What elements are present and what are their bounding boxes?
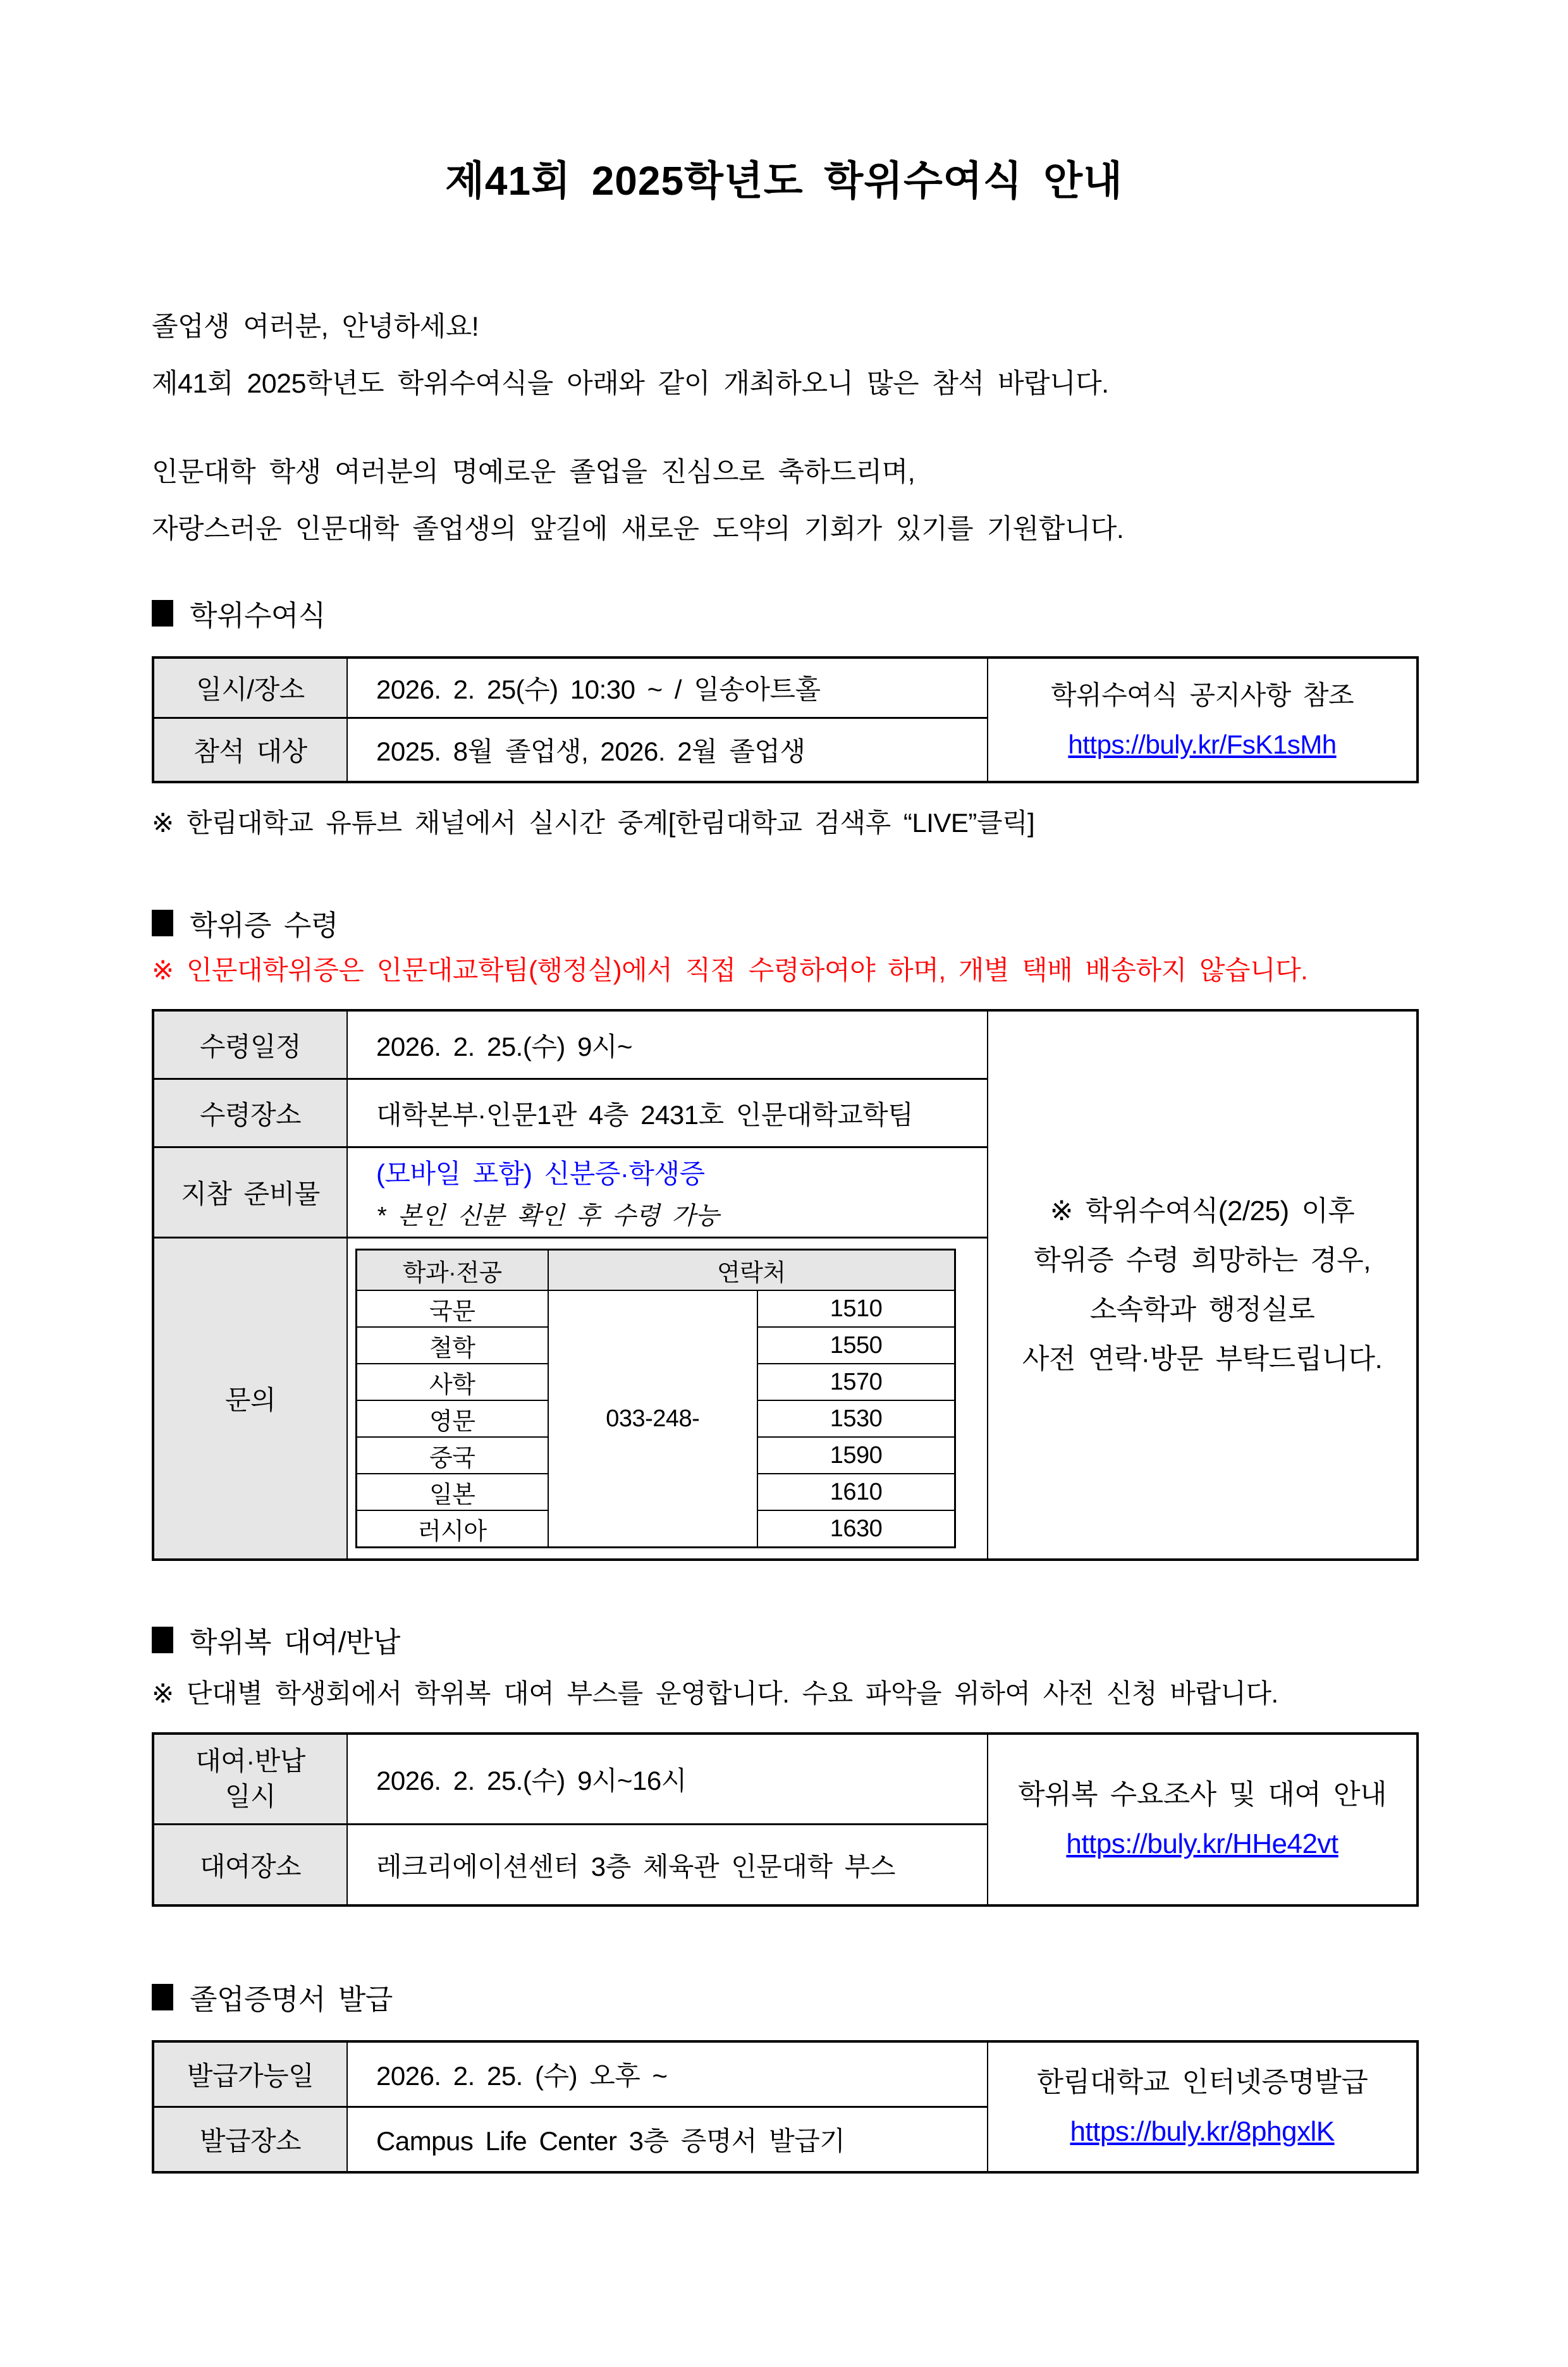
greeting-line-2: 제41회 2025학년도 학위수여식을 아래와 같이 개최하오니 많은 참석 바랍니다. xyxy=(152,369,1109,399)
section-heading-diploma xyxy=(152,902,1416,943)
ceremony-side-note: 학위수여식 공지사항 참조 xyxy=(1050,680,1354,710)
greeting-line-1: 졸업생 여러분, 안녕하세요! xyxy=(152,312,479,342)
diploma-side-note-line: ※ 학위수여식(2/25) 이후 xyxy=(1050,1195,1355,1226)
certificate-place-value: Campus Life Center 3층 증명서 발급기 xyxy=(347,2107,988,2173)
diploma-contact-label: 문의 xyxy=(153,1238,347,1560)
contact-col-dept: 학과·전공 xyxy=(357,1250,548,1291)
diploma-schedule-value: 2026. 2. 25.(수) 9시~ xyxy=(347,1010,988,1079)
ceremony-datetime-label: 일시/장소 xyxy=(153,658,347,718)
table-row xyxy=(357,1250,955,1291)
contact-ext: 1510 xyxy=(757,1290,955,1327)
contact-dept: 일본 xyxy=(357,1474,548,1510)
certificate-table xyxy=(152,2040,1419,2174)
ceremony-datetime-value: 2026. 2. 25(수) 10:30 ~ / 일송아트홀 xyxy=(347,658,988,718)
diploma-table xyxy=(152,1009,1419,1561)
black-square-bullet-icon xyxy=(152,1627,173,1653)
document-page xyxy=(0,149,1568,2174)
certificate-place-label: 발급장소 xyxy=(153,2107,347,2173)
table-row xyxy=(153,1010,1418,1079)
diploma-contact-cell xyxy=(347,1238,988,1560)
black-square-bullet-icon xyxy=(152,910,173,936)
section-heading-gown-label: 학위복 대여/반납 xyxy=(190,1626,400,1658)
contact-phone-prefix: 033-248- xyxy=(548,1290,757,1548)
certificate-side-cell xyxy=(988,2041,1418,2172)
congratulation-line-2: 자랑스러운 인문대학 졸업생의 앞길에 새로운 도약의 기회가 있기를 기원합니다. xyxy=(152,514,1124,544)
certificate-date-value: 2026. 2. 25. (수) 오후 ~ xyxy=(347,2041,988,2107)
contact-dept: 국문 xyxy=(357,1290,548,1327)
ceremony-side-cell xyxy=(988,658,1418,782)
table-row xyxy=(153,1734,1418,1825)
diploma-place-value: 대학본부·인문1관 4층 2431호 인문대학교학팀 xyxy=(347,1079,988,1147)
ceremony-attendee-label: 참석 대상 xyxy=(153,718,347,783)
diploma-warning-note: ※ 인문대학위증은 인문대교학팀(행정실)에서 직접 수령하여야 하며, 개별 택배 배송하지 않습니다. xyxy=(152,955,1308,985)
diploma-side-cell xyxy=(988,1010,1418,1560)
contact-ext: 1630 xyxy=(757,1510,955,1548)
section-heading-ceremony xyxy=(152,592,1416,633)
gown-place-label: 대여장소 xyxy=(153,1825,347,1906)
diploma-items-value: (모바일 포함) 신분증·학생증 xyxy=(376,1159,705,1189)
section-heading-certificate-label: 졸업증명서 발급 xyxy=(190,1983,393,2015)
ceremony-notice-link[interactable]: https://buly.kr/FsK1sMh xyxy=(1068,729,1337,759)
greeting-block xyxy=(152,308,1416,403)
diploma-schedule-label: 수령일정 xyxy=(153,1010,347,1079)
certificate-date-label: 발급가능일 xyxy=(153,2041,347,2107)
table-row xyxy=(357,1290,955,1327)
diploma-side-note-line: 사전 연락·방문 부탁드립니다. xyxy=(1022,1343,1383,1374)
gown-place-value: 레크리에이션센터 3층 체육관 인문대학 부스 xyxy=(347,1825,988,1906)
diploma-items-cell xyxy=(347,1147,988,1238)
section-heading-diploma-label: 학위증 수령 xyxy=(190,909,338,941)
diploma-side-note-line: 학위증 수령 희망하는 경우, xyxy=(1034,1244,1371,1276)
section-heading-certificate xyxy=(152,1976,1416,2017)
gown-booth-note: ※ 단대별 학생회에서 학위복 대여 부스를 운영합니다. 수요 파악을 위하여 사전 신청 바랍니다. xyxy=(152,1679,1278,1708)
table-row xyxy=(153,658,1418,718)
congratulation-block xyxy=(152,453,1416,548)
contact-ext: 1570 xyxy=(757,1364,955,1400)
diploma-items-label: 지참 준비물 xyxy=(153,1147,347,1238)
contact-ext: 1610 xyxy=(757,1474,955,1510)
contact-dept: 영문 xyxy=(357,1400,548,1437)
ceremony-attendee-value: 2025. 8월 졸업생, 2026. 2월 졸업생 xyxy=(347,718,988,783)
diploma-place-label: 수령장소 xyxy=(153,1079,347,1147)
table-row xyxy=(153,2041,1418,2107)
contact-table xyxy=(355,1249,956,1548)
black-square-bullet-icon xyxy=(152,600,173,627)
contact-dept: 철학 xyxy=(357,1327,548,1364)
section-heading-gown xyxy=(152,1619,1416,1660)
gown-table xyxy=(152,1732,1419,1907)
contact-dept: 러시아 xyxy=(357,1510,548,1548)
congratulation-line-1: 인문대학 학생 여러분의 명예로운 졸업을 진심으로 축하드리며, xyxy=(152,457,916,487)
youtube-live-note: ※ 한림대학교 유튜브 채널에서 실시간 중계[한림대학교 검색후 “LIVE”클릭] xyxy=(152,808,1035,838)
ceremony-table xyxy=(152,656,1419,783)
gown-survey-link[interactable]: https://buly.kr/HHe42vt xyxy=(1066,1828,1338,1859)
contact-ext: 1590 xyxy=(757,1437,955,1474)
gown-datetime-label-line1: 대여·반납 xyxy=(195,1746,305,1776)
certificate-issue-link[interactable]: https://buly.kr/8phgxlK xyxy=(1070,2115,1335,2147)
diploma-side-note-line: 소속학과 행정실로 xyxy=(1089,1294,1315,1325)
gown-datetime-label-line2: 일시 xyxy=(224,1782,276,1811)
contact-dept: 중국 xyxy=(357,1437,548,1474)
page-title: 제41회 2025학년도 학위수여식 안내 xyxy=(445,158,1123,204)
contact-ext: 1530 xyxy=(757,1400,955,1437)
section-heading-ceremony-label: 학위수여식 xyxy=(190,599,326,632)
black-square-bullet-icon xyxy=(152,1984,173,2010)
gown-side-note: 학위복 수요조사 및 대여 안내 xyxy=(1018,1779,1387,1810)
contact-col-phone: 연락처 xyxy=(548,1250,955,1291)
diploma-items-note: * 본인 신분 확인 후 수령 가능 xyxy=(376,1202,720,1230)
certificate-side-note: 한림대학교 인터넷증명발급 xyxy=(1036,2066,1368,2098)
gown-side-cell xyxy=(988,1734,1418,1905)
contact-dept: 사학 xyxy=(357,1364,548,1400)
gown-datetime-value: 2026. 2. 25.(수) 9시~16시 xyxy=(347,1734,988,1825)
contact-ext: 1550 xyxy=(757,1327,955,1364)
gown-datetime-label xyxy=(153,1734,347,1825)
